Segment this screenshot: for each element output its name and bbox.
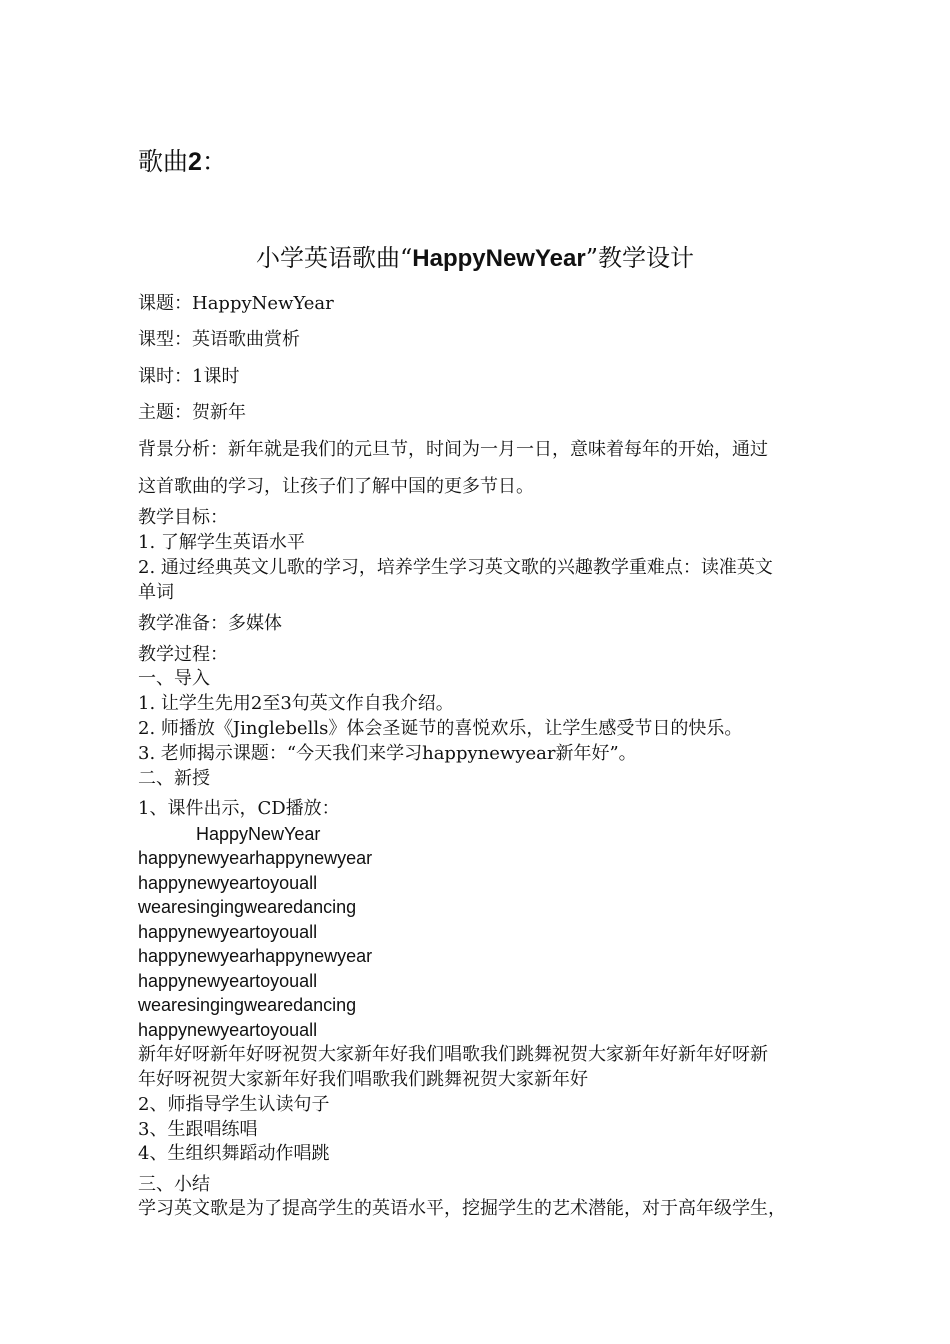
lyric-line: happynewyearhappynewyear [138,946,373,966]
field-label: 课型： [138,329,192,350]
lyric-line: happynewyeartoyouall [138,971,318,991]
field-label: 课时： [138,366,192,387]
section-2-item-3: 3、生跟唱练唱 [138,1119,258,1140]
field-duration [138,365,239,389]
goal-item-1: 1. 了解学生英语水平 [138,532,305,553]
field-topic [138,292,334,316]
lyric-line: happynewyearhappynewyear [138,848,373,868]
field-value: 英语歌曲赏析 [192,329,300,350]
heading-colon: ： [201,147,227,176]
section-2-item-2: 2、师指导学生认读句子 [138,1094,330,1115]
goal-item-2-line-1: 2. 通过经典英文儿歌的学习，培养学生学习英文歌的兴趣教学重难点：读准英文 [138,557,773,578]
lyric-line: wearesingingwearedancing [138,897,357,917]
goal-item-2-line-2: 单词 [138,582,174,603]
song-title: HappyNewYear [196,824,321,844]
field-value: HappyNewYear [192,293,334,314]
lyric-line: happynewyeartoyouall [138,873,318,893]
chinese-lyrics-line-2: 年好呀祝贺大家新年好我们唱歌我们跳舞祝贺大家新年好 [138,1069,588,1090]
section-heading [138,146,227,178]
lyric-line: happynewyeartoyouall [138,1020,318,1040]
lyric-line: happynewyeartoyouall [138,922,318,942]
section-3-heading: 三、小结 [138,1174,210,1195]
background-line-2: 这首歌曲的学习，让孩子们了解中国的更多节日。 [138,476,534,497]
section-2-item-4: 4、生组织舞蹈动作唱跳 [138,1143,330,1164]
lyric-line: wearesingingwearedancing [138,995,357,1015]
process-heading: 教学过程： [138,644,228,665]
section-2-intro: 1、课件出示，CD播放： [138,798,340,819]
heading-prefix: 歌曲 [138,147,189,176]
section-2-heading: 二、新授 [138,768,210,789]
background-line-1: 背景分析：新年就是我们的元旦节，时间为一月一日，意味着每年的开始，通过 [138,439,768,460]
field-value: 贺新年 [192,402,246,423]
section-1-item-3: 3. 老师揭示课题：“今天我们来学习happynewyear新年好”。 [138,743,637,764]
document-title [0,242,950,275]
heading-number: 2 [188,148,202,176]
section-1-item-2: 2. 师播放《Jinglebells》体会圣诞节的喜悦欢乐，让学生感受节日的快乐。 [138,718,743,739]
goals-heading: 教学目标： [138,507,228,528]
field-label: 主题： [138,402,192,423]
chinese-lyrics-line-1: 新年好呀新年好呀祝贺大家新年好我们唱歌我们跳舞祝贺大家新年好新年好呀新 [138,1044,768,1065]
summary-line: 学习英文歌是为了提高学生的英语水平，挖掘学生的艺术潜能，对于高年级学生， [138,1198,786,1219]
section-1-item-1: 1. 让学生先用2至3句英文作自我介绍。 [138,693,454,714]
field-theme [138,401,246,425]
teaching-prep: 教学准备：多媒体 [138,613,282,634]
field-value: 1课时 [192,366,240,387]
section-1-heading: 一、导入 [138,668,210,689]
field-type [138,328,300,352]
title-suffix: ”教学设计 [585,244,694,272]
field-label: 课题： [138,293,192,314]
title-english: HappyNewYear [412,245,586,272]
title-prefix: 小学英语歌曲“ [256,244,413,272]
